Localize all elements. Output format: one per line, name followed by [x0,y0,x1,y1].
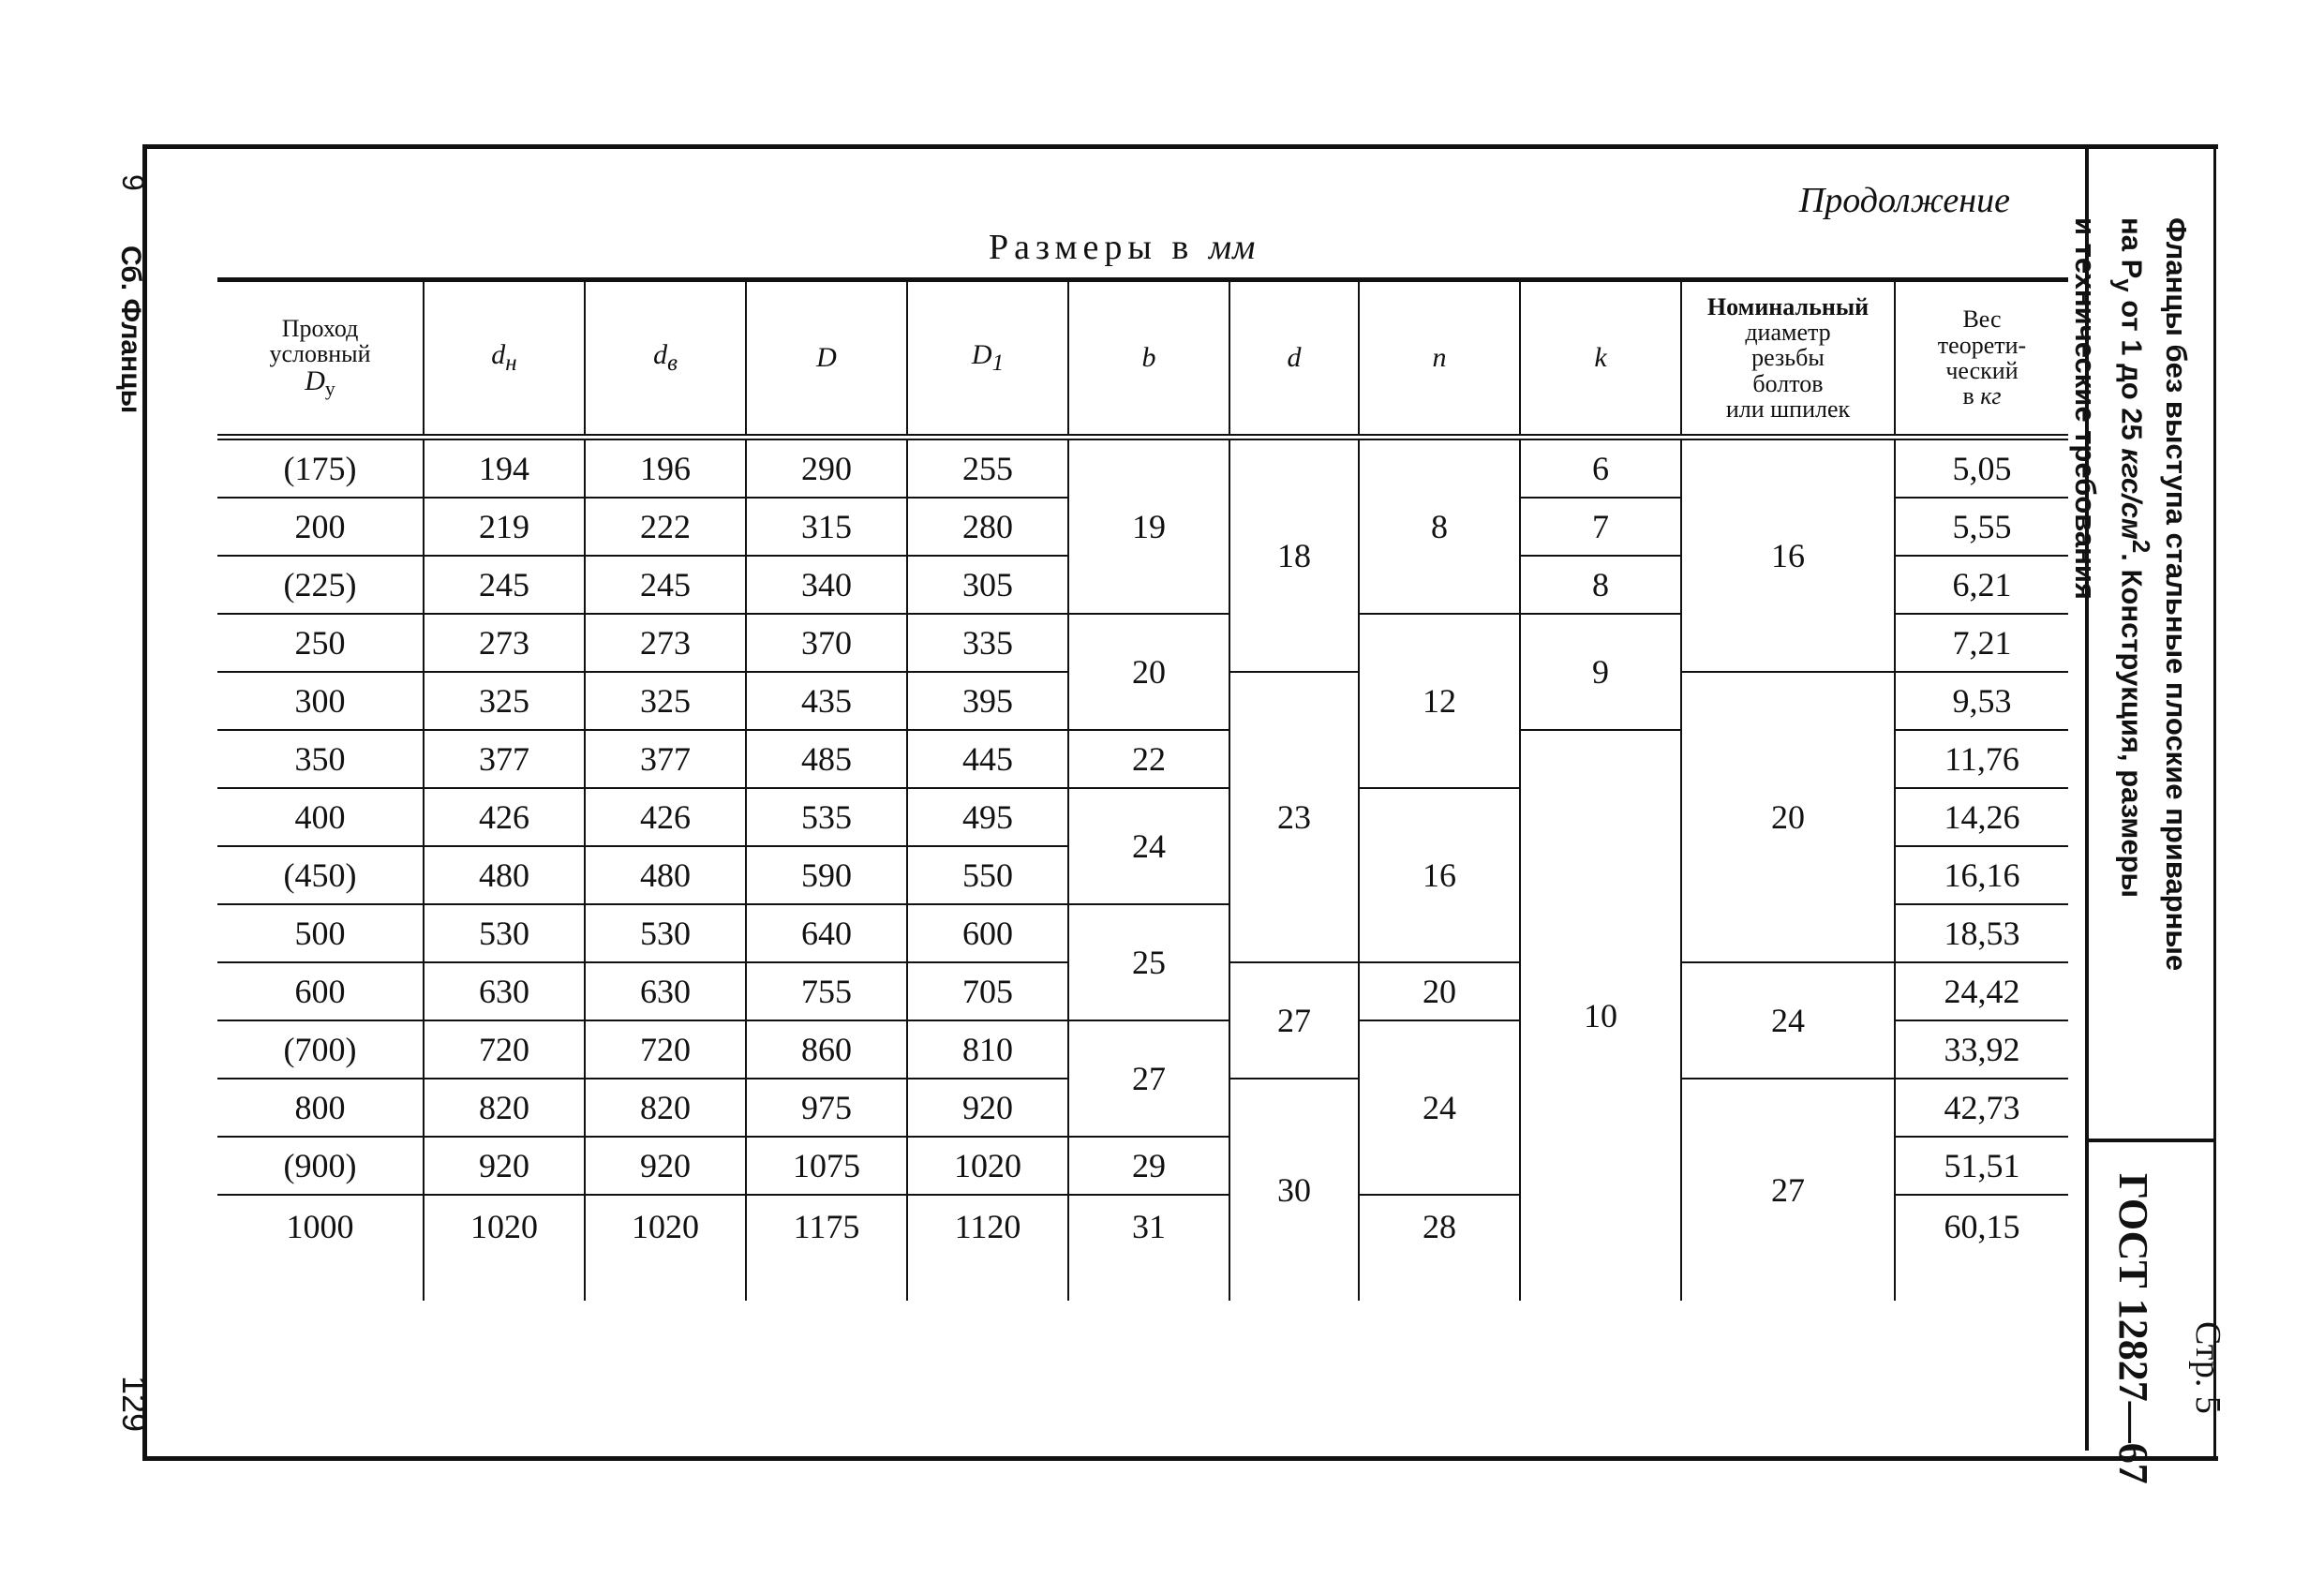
left-margin-collection-title: Сб. Фланцы [115,246,146,414]
cell-D1: 810 [907,1020,1068,1079]
cell-dy: (900) [217,1137,424,1195]
col-header-n: n [1359,280,1520,438]
cell-dn: 426 [424,788,585,846]
dimensions-unit: мм [1208,228,1257,267]
cell-d: 27 [1229,962,1359,1079]
cell-weight: 33,92 [1895,1020,2068,1079]
cell-weight: 60,15 [1895,1195,2068,1301]
cell-D1: 600 [907,904,1068,962]
col-header-d: d [1229,280,1359,438]
cell-D1: 550 [907,846,1068,904]
cell-dv: 720 [585,1020,746,1079]
col-header-b: b [1068,280,1229,438]
cell-D: 340 [746,556,907,614]
flange-dimensions-table [217,277,2068,1301]
cell-dn: 273 [424,614,585,672]
cell-dy: (225) [217,556,424,614]
cell-n: 24 [1359,1020,1520,1195]
cell-D: 860 [746,1020,907,1079]
left-margin-page-bottom: 129 [115,1376,154,1433]
cell-dv: 630 [585,962,746,1020]
title-block-split [2085,1139,2216,1142]
cell-b: 22 [1068,730,1229,788]
cell-D1: 1120 [907,1195,1068,1301]
cell-D: 535 [746,788,907,846]
cell-dy: 300 [217,672,424,730]
cell-D1: 445 [907,730,1068,788]
cell-weight: 5,55 [1895,498,2068,556]
cell-n: 28 [1359,1195,1520,1301]
cell-weight: 6,21 [1895,556,2068,614]
table-header-row [217,280,2068,438]
cell-b: 20 [1068,614,1229,730]
cell-D: 640 [746,904,907,962]
gost-number: ГОСТ 12827—67 [2110,1173,2156,1484]
cell-weight: 11,76 [1895,730,2068,788]
cell-k: 6 [1520,438,1681,499]
cell-weight: 7,21 [1895,614,2068,672]
cell-d: 30 [1229,1079,1359,1301]
cell-dv: 1020 [585,1195,746,1301]
cell-weight: 24,42 [1895,962,2068,1020]
cell-D: 485 [746,730,907,788]
cell-D: 755 [746,962,907,1020]
cell-weight: 9,53 [1895,672,2068,730]
cell-dn: 377 [424,730,585,788]
frame-right-edge [2213,144,2216,1456]
cell-D1: 1020 [907,1137,1068,1195]
cell-d: 23 [1229,672,1359,962]
cell-D: 1075 [746,1137,907,1195]
cell-dv: 820 [585,1079,746,1137]
cell-b: 24 [1068,788,1229,904]
sidebar-title [2067,217,2195,971]
cell-dv: 273 [585,614,746,672]
cell-D: 290 [746,438,907,499]
sidebar-title-line-3: и технические требования [2069,217,2103,600]
cell-D1: 280 [907,498,1068,556]
cell-D: 435 [746,672,907,730]
cell-dn: 720 [424,1020,585,1079]
col-header-D1: $D_1$ [907,280,1068,438]
cell-dn: 480 [424,846,585,904]
table-row [217,438,2068,499]
cell-dv: 377 [585,730,746,788]
cell-D1: 705 [907,962,1068,1020]
cell-D1: 920 [907,1079,1068,1137]
cell-k: 7 [1520,498,1681,556]
cell-D1: 395 [907,672,1068,730]
cell-dy: (700) [217,1020,424,1079]
cell-thread: 16 [1681,438,1895,673]
cell-thread: 24 [1681,962,1895,1079]
cell-b: 27 [1068,1020,1229,1137]
cell-weight: 14,26 [1895,788,2068,846]
col-header-dn: $d_н$ [424,280,585,438]
cell-D: 590 [746,846,907,904]
col-header-k: k [1520,280,1681,438]
continued-label: Продолжение [1798,181,2010,220]
cell-thread: 20 [1681,672,1895,962]
cell-weight: 42,73 [1895,1079,2068,1137]
cell-dv: 325 [585,672,746,730]
col-header-weight: Вес теорети- ческий в кг [1895,280,2068,438]
cell-k: 9 [1520,614,1681,730]
cell-d: 18 [1229,438,1359,673]
cell-dy: 400 [217,788,424,846]
page-reference: Стр. 5 [2188,1321,2227,1414]
cell-dv: 196 [585,438,746,499]
col-header-thread-diameter: Номинальный диаметр резьбы болтов или шпилек [1681,280,1895,438]
cell-D1: 335 [907,614,1068,672]
cell-weight: 18,53 [1895,904,2068,962]
sidebar-title-line-1: Фланцы без выступа стальные плоские приварные [2160,217,2193,972]
col-header-D: D [746,280,907,438]
cell-D: 370 [746,614,907,672]
cell-n: 12 [1359,614,1520,788]
cell-dy: (175) [217,438,424,499]
cell-D: 1175 [746,1195,907,1301]
cell-D1: 255 [907,438,1068,499]
cell-dy: (450) [217,846,424,904]
cell-dy: 500 [217,904,424,962]
col-header-dv: $d_в$ [585,280,746,438]
cell-n: 16 [1359,788,1520,962]
left-margin-page-top: 9 [116,174,150,191]
cell-D: 975 [746,1079,907,1137]
cell-dy: 600 [217,962,424,1020]
col-header-nominal-bore: Проход условный $D_у$ [217,280,424,438]
cell-dy: 250 [217,614,424,672]
cell-D1: 305 [907,556,1068,614]
cell-dv: 245 [585,556,746,614]
cell-dn: 325 [424,672,585,730]
cell-dy: 200 [217,498,424,556]
cell-dy: 800 [217,1079,424,1137]
cell-dv: 222 [585,498,746,556]
cell-weight: 51,51 [1895,1137,2068,1195]
cell-n: 20 [1359,962,1520,1020]
sidebar-title-line-2: на $P_у$ от 1 до 25 кгс/$см^2$. Конструкция, размеры [2109,217,2153,898]
cell-dy: 1000 [286,1208,354,1245]
cell-thread: 27 [1681,1079,1895,1301]
cell-dy: 350 [217,730,424,788]
cell-b: 19 [1068,438,1229,615]
cell-dn: 530 [424,904,585,962]
cell-dn: 630 [424,962,585,1020]
cell-D: 315 [746,498,907,556]
cell-dn: 245 [424,556,585,614]
dimensions-caption: Размеры в мм [989,228,1257,267]
cell-dn: 219 [424,498,585,556]
cell-weight: 16,16 [1895,846,2068,904]
cell-weight: 5,05 [1895,438,2068,499]
cell-b: 29 [1068,1137,1229,1195]
cell-dv: 530 [585,904,746,962]
cell-dn: 820 [424,1079,585,1137]
cell-b: 31 [1068,1195,1229,1301]
cell-D1: 495 [907,788,1068,846]
cell-dv: 480 [585,846,746,904]
cell-dn: 1020 [424,1195,585,1301]
cell-n: 8 [1359,438,1520,615]
cell-dn: 920 [424,1137,585,1195]
cell-k: 10 [1520,730,1681,1301]
cell-b: 25 [1068,904,1229,1020]
cell-dv: 920 [585,1137,746,1195]
cell-k: 8 [1520,556,1681,614]
cell-dn: 194 [424,438,585,499]
cell-dv: 426 [585,788,746,846]
